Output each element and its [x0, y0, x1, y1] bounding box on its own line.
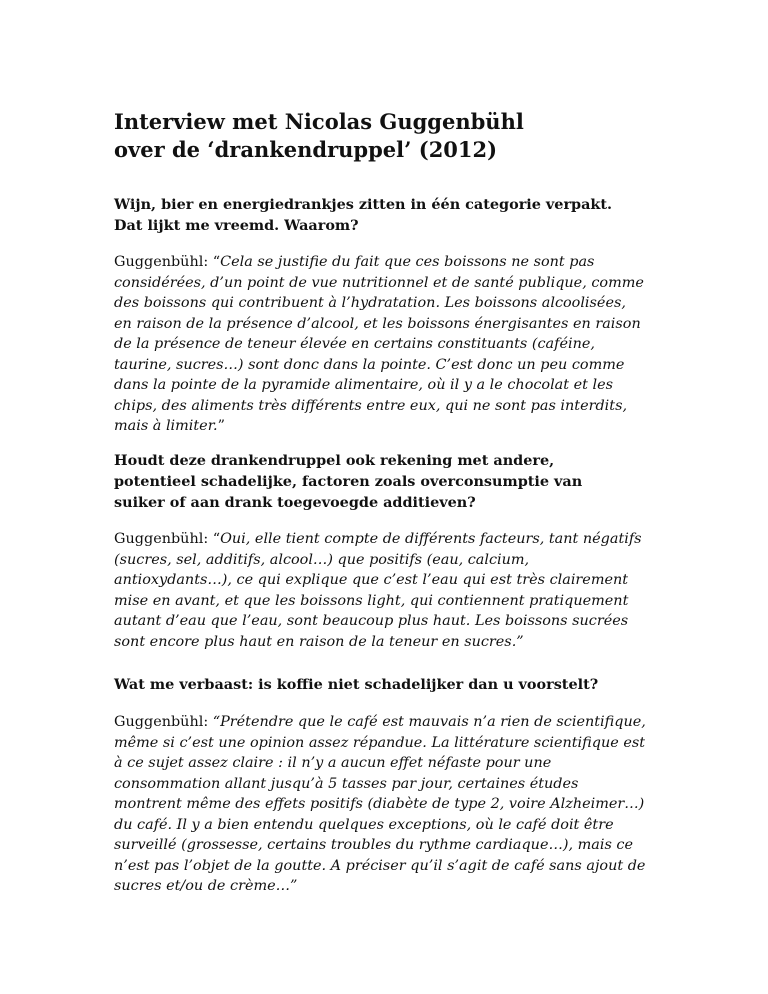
title-line-2: over de ‘drankendruppel’ (2012)	[114, 137, 498, 162]
answer-line	[114, 293, 674, 314]
answer-text: montrent même des effets positifs (diabète de type 2, voire Alzheimer…)	[114, 796, 645, 812]
answer-line	[114, 632, 674, 653]
answer-line	[114, 753, 674, 774]
answer-text: (sucres, sel, additifs, alcool…) que positifs (eau, calcium,	[114, 551, 530, 568]
answer-text: même si c’est une opinion assez répandue. La littérature scientifique est	[114, 734, 646, 751]
answer-text: mise en avant, et que les boissons light, qui contiennent pratiquement	[114, 592, 629, 609]
answer-text: autant d’eau que l’eau, sont beaucoup plus haut. Les boissons sucrées	[114, 613, 629, 629]
question-line: Dat lijkt me vreemd. Waarom?	[114, 217, 359, 234]
answer-text: antioxydants…), ce qui explique que c’est l’eau qui est très clairement	[114, 572, 629, 588]
document-title	[114, 108, 674, 164]
answer-line	[114, 611, 674, 632]
answer-line	[114, 550, 674, 571]
answer-3	[114, 712, 674, 897]
answer-text: Cela se justifie du fait que ces boissons ne sont pas	[220, 254, 595, 270]
answer-text: du café. Il y a bien entendu quelques exceptions, où le café doit être	[114, 816, 614, 833]
answer-text: consommation allant jusqu’à 5 tasses par jour, certaines études	[114, 775, 579, 792]
answer-text: à ce sujet assez claire : il n’y a aucun effet néfaste pour une	[114, 755, 552, 771]
answer-line	[114, 355, 674, 376]
answer-text: des boissons qui contribuent à l’hydratation. Les boissons alcoolisées,	[114, 295, 626, 311]
answer-text: taurine, sucres…) sont donc dans la pointe. C’est donc un peu comme	[114, 356, 625, 373]
question-line: Houdt deze drankendruppel ook rekening met andere,	[114, 452, 555, 469]
title-line-1: Interview met Nicolas Guggenbühl	[114, 109, 524, 134]
answer-line	[114, 252, 674, 273]
answer-line	[114, 416, 674, 437]
answer-line	[114, 396, 674, 417]
question-line: Wat me verbaast: is koffie niet schadelijker dan u voorstelt?	[114, 676, 599, 693]
answer-text: sont encore plus haut en raison de la teneur en sucres.”	[114, 633, 524, 650]
answer-text: n’est pas l’objet de la goutte. A préciser qu’il s’agit de café sans ajout de	[114, 857, 646, 874]
answer-line	[114, 273, 674, 294]
answer-text: considérées, d’un point de vue nutritionnel et de santé publique, comme	[114, 274, 644, 291]
answer-line	[114, 835, 674, 856]
question-line: potentieel schadelijke, factoren zoals overconsumptie van	[114, 473, 583, 490]
speaker-label: Guggenbühl: “	[114, 254, 221, 270]
question-line: Wijn, bier en energiedrankjes zitten in één categorie verpakt.	[114, 196, 613, 213]
answer-line	[114, 334, 674, 355]
answer-text: mais à limiter.	[114, 418, 218, 434]
answer-line	[114, 570, 674, 591]
answer-1	[114, 252, 674, 437]
answer-line	[114, 712, 674, 733]
answer-text: dans la pointe de la pyramide alimentaire, où il y a le chocolat et les	[114, 377, 613, 393]
answer-line	[114, 375, 674, 396]
answer-line	[114, 774, 674, 795]
answer-text: de la présence de teneur élevée en certains constituants (caféine,	[114, 336, 595, 352]
speaker-label: Guggenbühl: “	[114, 531, 221, 547]
answer-2	[114, 529, 674, 652]
answer-line	[114, 591, 674, 612]
question-2	[114, 450, 674, 513]
answer-line	[114, 815, 674, 836]
answer-text: chips, des aliments très différents entre eux, qui ne sont pas interdits,	[114, 397, 628, 414]
answer-line	[114, 733, 674, 754]
answer-text: surveillé (grossesse, certains troubles du rythme cardiaque…), mais ce	[114, 837, 633, 853]
answer-line	[114, 876, 674, 897]
speaker-label: Guggenbühl:	[114, 714, 213, 730]
answer-text: “Prétendre que le café est mauvais n’a rien de scientifique,	[212, 714, 646, 730]
answer-text: en raison de la présence d’alcool, et les boissons énergisantes en raison	[114, 315, 641, 332]
question-1	[114, 194, 674, 236]
question-3	[114, 674, 674, 695]
answer-line	[114, 856, 674, 877]
answer-line	[114, 314, 674, 335]
question-line: suiker of aan drank toegevoegde additieven?	[114, 494, 476, 511]
closing-quote: ”	[217, 418, 225, 434]
answer-line	[114, 529, 674, 550]
answer-text: Oui, elle tient compte de différents facteurs, tant négatifs	[220, 531, 642, 547]
answer-line	[114, 794, 674, 815]
answer-text: sucres et/ou de crème…”	[114, 878, 298, 894]
